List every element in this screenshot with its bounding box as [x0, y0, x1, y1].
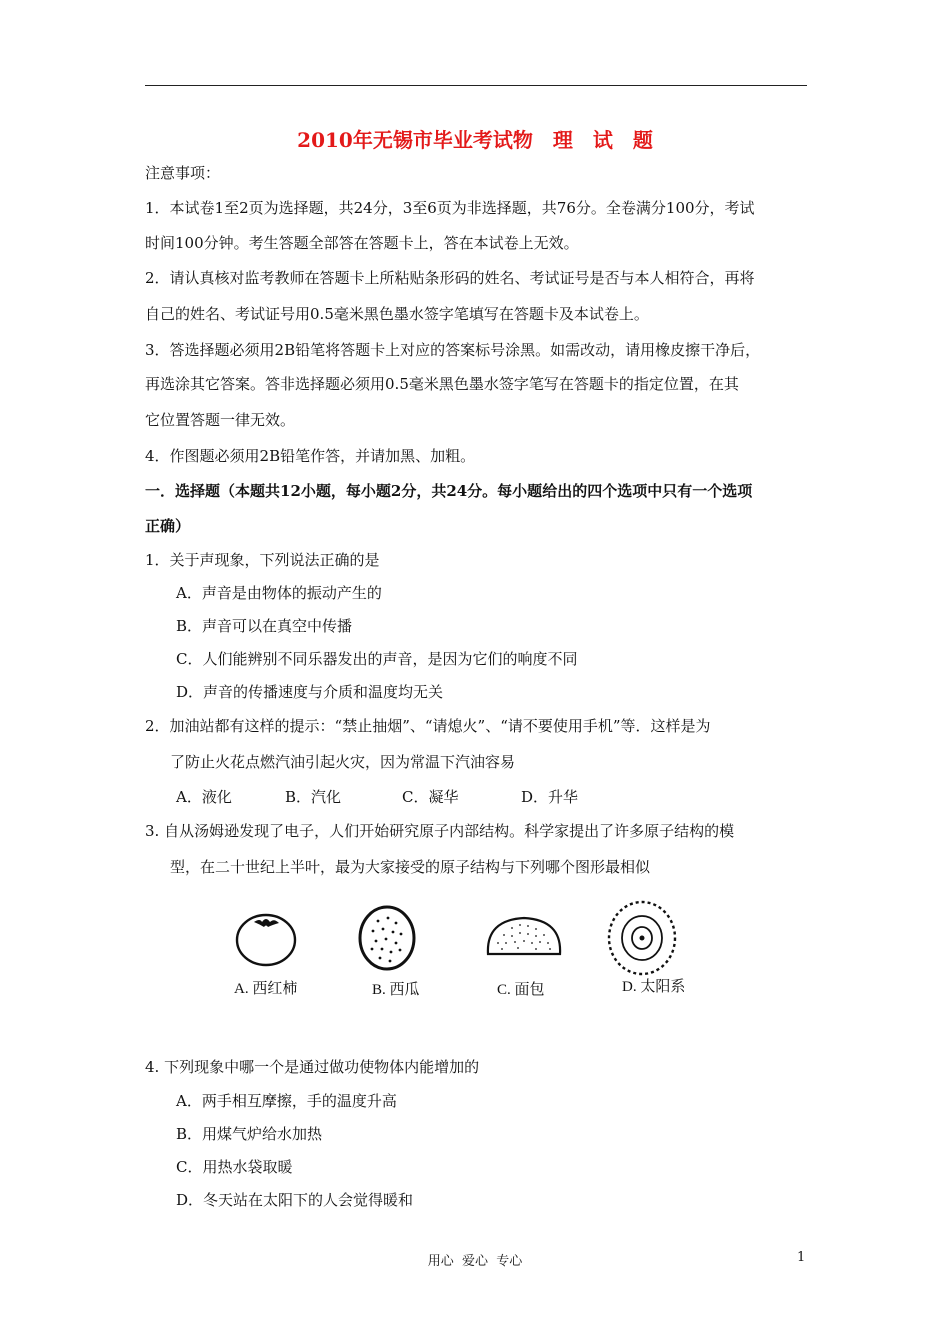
question-1-option-c: C．人们能辨别不同乐器发出的声音，是因为它们的响度不同 [176, 650, 578, 668]
question-4-option-d: D．冬天站在太阳下的人会觉得暖和 [176, 1191, 414, 1209]
question-2-option-b: B．汽化 [285, 788, 342, 806]
section-heading-cont: 正确） [145, 517, 191, 535]
question-2-stem-cont: 了防止火花点燃汽油引起火灾，因为常温下汽油容易 [170, 753, 516, 771]
question-4-option-b: B．用煤气炉给水加热 [176, 1125, 323, 1143]
notice-heading: 注意事项： [145, 164, 221, 182]
tomato-figure [230, 908, 302, 970]
question-2-option-d: D．升华 [521, 788, 579, 806]
section-heading: 一．选择题（本题共12小题，每小题2分，共24分。每小题给出的四个选项中只有一个选项 [145, 482, 753, 500]
question-1-option-b: B．声音可以在真空中传播 [176, 617, 353, 635]
watermelon-figure [356, 903, 418, 973]
notice-line: 2．请认真核对监考教师在答题卡上所粘贴条形码的姓名、考试证号是否与本人相符合，再将 [145, 269, 755, 287]
page-title: 2010年无锡市毕业考试物 理 试 题 [297, 128, 653, 152]
footer-motto: 用心 爱心 专心 [427, 1254, 523, 1269]
notice-line: 4．作图题必须用2B铅笔作答，并请加黑、加粗。 [145, 447, 476, 465]
notice-line: 3．答选择题必须用2B铅笔将答题卡上对应的答案标号涂黑。如需改动，请用橡皮擦干净后， [145, 341, 761, 359]
page-number: 1 [797, 1250, 806, 1265]
question-3-stem-cont: 型，在二十世纪上半叶，最为大家接受的原子结构与下列哪个图形最相似 [170, 858, 651, 876]
solar-system-figure [604, 897, 680, 979]
question-2-option-a: A．液化 [176, 788, 232, 806]
figure-caption-b: B. 西瓜 [372, 982, 420, 998]
notice-line: 1．本试卷1至2页为选择题，共24分，3至6页为非选择题，共76分。全卷满分100分，考试 [145, 199, 755, 217]
question-1-stem: 1．关于声现象，下列说法正确的是 [145, 551, 380, 569]
notice-line: 自己的姓名、考试证号用0.5毫米黑色墨水签字笔填写在答题卡及本试卷上。 [145, 305, 649, 323]
question-1-option-a: A．声音是由物体的振动产生的 [176, 584, 382, 602]
figure-caption-a: A. 西红柿 [234, 981, 298, 997]
question-1-option-d: D．声音的传播速度与介质和温度均无关 [176, 683, 444, 701]
bread-figure [482, 912, 566, 962]
notice-line: 它位置答题一律无效。 [145, 411, 296, 429]
question-2-option-c: C．凝华 [402, 788, 459, 806]
question-2-stem: 2．加油站都有这样的提示：“禁止抽烟”、“请熄火”、“请不要使用手机”等．这样是为 [145, 717, 711, 735]
question-4-option-a: A．两手相互摩擦，手的温度升高 [176, 1092, 397, 1110]
header-rule [145, 85, 807, 86]
figure-caption-c: C. 面包 [497, 982, 545, 998]
figure-caption-d: D. 太阳系 [622, 979, 686, 995]
question-4-option-c: C．用热水袋取暖 [176, 1158, 293, 1176]
notice-line: 再选涂其它答案。答非选择题必须用0.5毫米黑色墨水签字笔写在答题卡的指定位置，在其 [145, 375, 739, 393]
notice-line: 时间100分钟。考生答题全部答在答题卡上，答在本试卷上无效。 [145, 234, 579, 252]
question-3-stem: 3. 自从汤姆逊发现了电子，人们开始研究原子内部结构。科学家提出了许多原子结构的模 [145, 822, 735, 840]
question-4-stem: 4. 下列现象中哪一个是通过做功使物体内能增加的 [145, 1058, 480, 1076]
